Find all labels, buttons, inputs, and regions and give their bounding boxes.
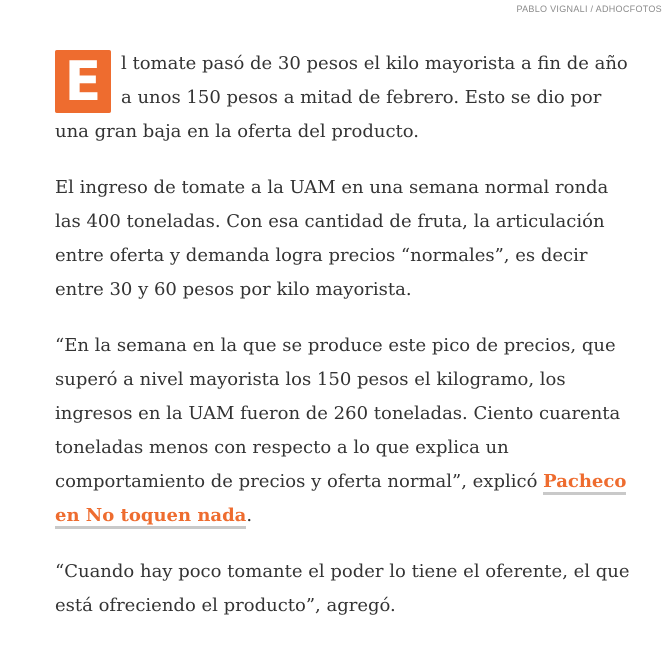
- paragraph-2: El ingreso de tomate a la UAM en una semana normal ronda las 400 toneladas. Con esa cantidad de fruta, la articulación entre oferta y demanda logra precios “normales”, es decir entre 30 y 60 pesos por kilo mayorista.: [55, 177, 609, 300]
- pacheco-link[interactable]: Pacheco en No toquen nada: [55, 471, 626, 529]
- paragraph-1-text: l tomate pasó de 30 pesos el kilo mayorista a fin de año a unos 150 pesos a mitad de febrero. Esto se dio por una gran baja en la oferta del producto.: [55, 53, 628, 142]
- drop-cap: E: [55, 50, 111, 113]
- paragraph-3-text: “En la semana en la que se produce este pico de precios, que superó a nivel mayorista los 150 pesos el kilogramo, los ingresos en la UAM fueron de 260 toneladas. Ciento cuarenta toneladas menos con respecto a lo que explica un comportamiento de precios y oferta normal”, explicó: [55, 335, 621, 492]
- paragraph-1: [55, 47, 635, 149]
- paragraph-3-end: .: [246, 505, 253, 526]
- article-body: [55, 47, 635, 645]
- paragraph-3: [55, 329, 635, 533]
- photo-credit: PABLO VIGNALI / ADHOCFOTOS: [516, 4, 662, 14]
- paragraph-4: “Cuando hay poco tomante el poder lo tiene el oferente, el que está ofreciendo el producto”, agregó.: [55, 561, 630, 616]
